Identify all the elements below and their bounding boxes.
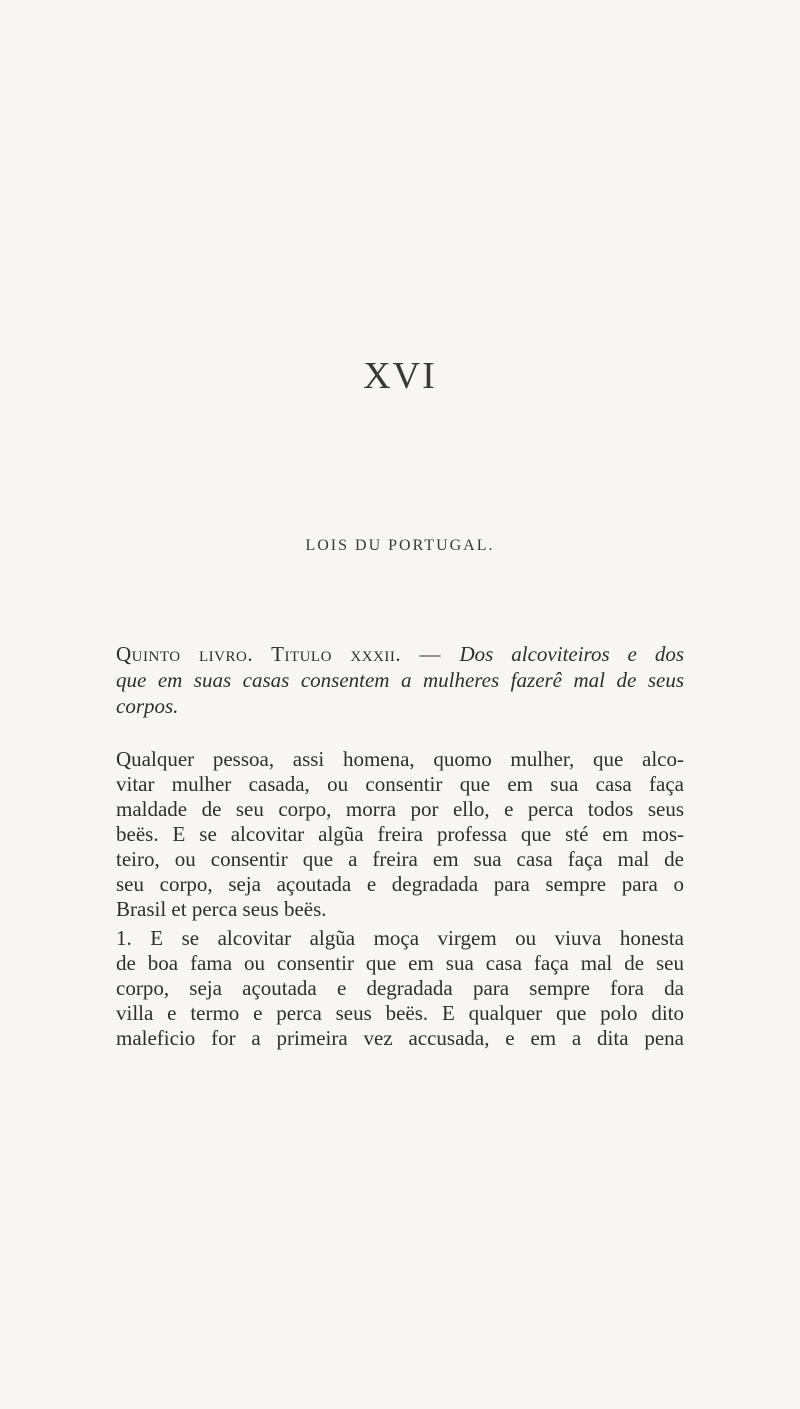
- heading-line-2: que em suas casas consentem a mulheres fazerê mal de seus: [116, 668, 684, 692]
- paragraph-2-line: maleficio for a primeira vez accusada, e em a dita pena: [116, 1026, 684, 1050]
- paragraph-1-line: beës. E se alcovitar algũa freira professa que sté em mos-: [116, 822, 684, 846]
- paragraph-2-line: de boa fama ou consentir que em sua casa faça mal de seu: [116, 951, 684, 975]
- paragraph-2-line: villa e termo e perca seus beës. E qualquer que polo dito: [116, 1001, 684, 1025]
- paragraph-1-line: maldade de seu corpo, morra por ello, e perca todos seus: [116, 797, 684, 821]
- paragraph-1-line: Brasil et perca seus beës.: [116, 897, 327, 921]
- heading-title-part-1: Dos alcoviteiros e dos: [459, 642, 684, 666]
- heading-line-1: [116, 642, 684, 668]
- paragraph-2: [116, 926, 684, 1051]
- paragraph-2-line: 1. E se alcovitar algũa moça virgem ou viuva honesta: [116, 926, 684, 950]
- heading-line-3: corpos.: [116, 694, 179, 718]
- running-head: LOIS DU PORTUGAL.: [305, 537, 495, 554]
- paragraph-1-line: vitar mulher casada, ou consentir que em sua casa faça: [116, 772, 684, 796]
- paragraph-1: [116, 747, 684, 922]
- paragraph-1-line: teiro, ou consentir que a freira em sua casa faça mal de: [116, 847, 684, 871]
- chapter-number: XVI: [363, 355, 437, 397]
- section-heading: [116, 642, 684, 720]
- paragraph-1-line: Qualquer pessoa, assi homena, quomo mulher, que alco-: [116, 747, 684, 771]
- heading-lead: Quinto livro. Titulo xxxii. —: [116, 642, 460, 666]
- paragraph-1-line: seu corpo, seja açoutada e degradada para sempre para o: [116, 872, 684, 896]
- paragraph-2-line: corpo, seja açoutada e degradada para sempre fora da: [116, 976, 684, 1000]
